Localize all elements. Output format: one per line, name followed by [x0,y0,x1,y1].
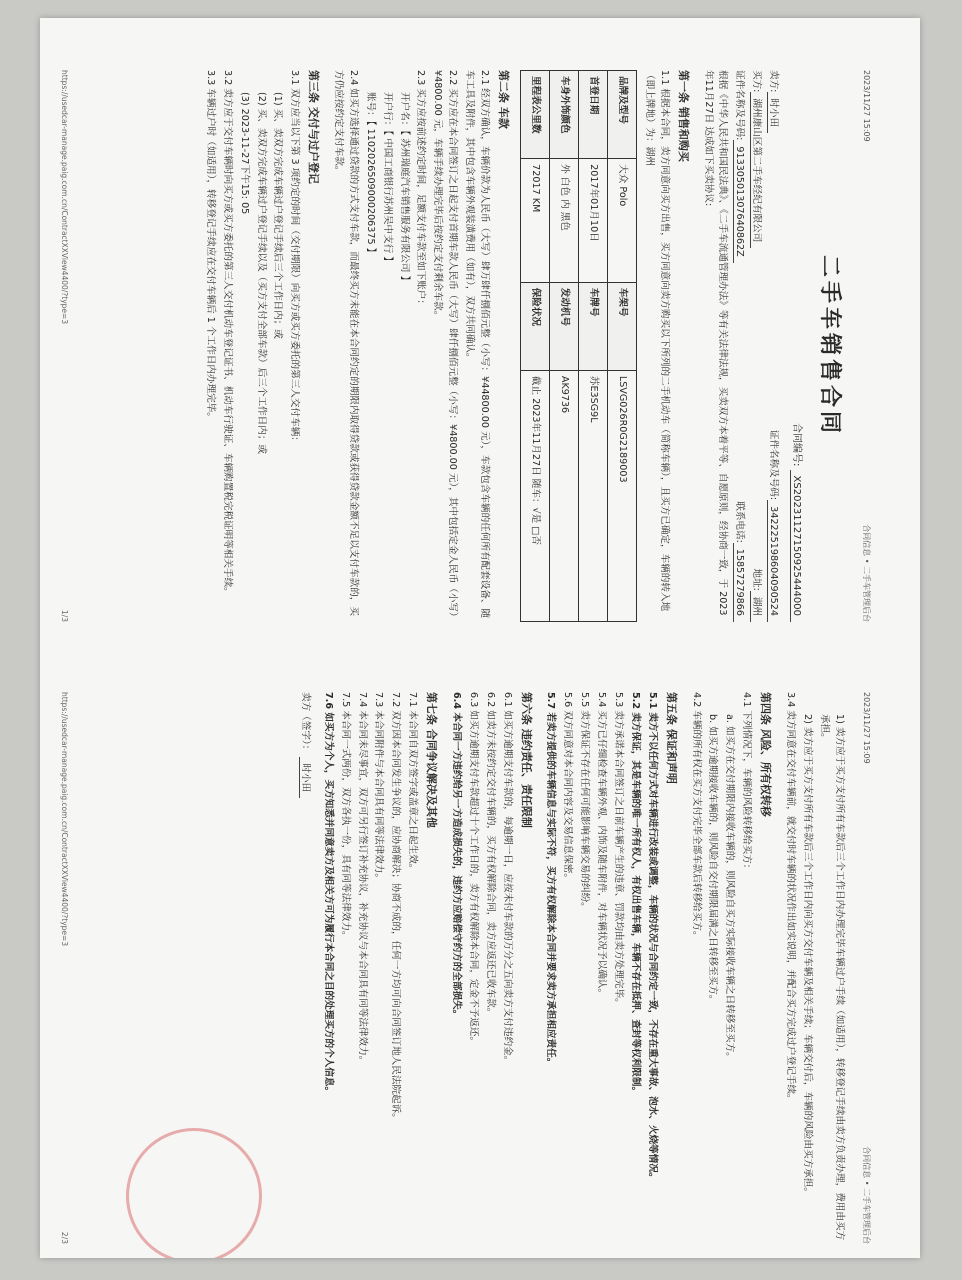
article-1-heading: 第一条 销售和购买 [676,70,690,162]
seller-id: 342225198604090524 [767,500,779,622]
contract-page-1 [42,36,902,656]
clause-4-2: 4.2 车辆的所有权在买方支付完毕全部车款后转移给买方。 [690,692,702,941]
buyer-row: 买方:湖州康山区第二手车经纪有限公司 地址:湖州 [748,70,763,622]
document-sheet [40,18,920,1258]
clause-7-1: 7.1 本合同自双方签字或盖章之日起生效。 [407,692,419,874]
article-3-heading: 第三条 交付与过户登记 [307,70,321,184]
vehicle-table-row [578,71,607,622]
clause-7-6: 7.6 如买方为个人，买方知悉并同意卖方及相关方可为履行本合同之目的处理买方的个人信息。 [322,692,334,1097]
vehicle-table-row [607,71,636,622]
vehicle-field-label: 车架号 [607,282,636,370]
clause-2-1: 2.1 经双方确认，车辆价款为人民币（大写）肆万肆仟捌佰元整（小写：¥44800.00 元），车款包含车辆的任何所有配套设备、随车工具及附件，其中包含车辆外观装潢费用（如有），双方共同确认。 [464,70,490,619]
page-number: 2/3 [59,1231,69,1244]
account-number: 账号：【 1102026509000206375 】 [364,92,376,258]
article-7-heading: 第七条 合同争议解决及其他 [425,692,439,828]
company-seal-stamp [126,1128,262,1258]
vehicle-table-row [520,71,549,622]
page-header [860,692,872,1244]
clause-2-4: 2.4 如买方选择通过贷款的方式支付车款，而最终买方未能在本合同约定的期限内取得贷款或获得贷款金额不足以支付车款的，买方仍应按约定支付车款。 [333,70,360,616]
page-url: https://usedcar-manage.paig.com.cn/ContractXXView4400/?type=3 [59,70,69,325]
page-header [860,70,872,622]
contract-number: 合同编号: XS20231127150925444000 [788,70,804,622]
vehicle-field-value: AK9736 [549,370,578,621]
article-6-heading: 第六条 违约责任、责任限制 [519,692,533,828]
clause-3-3: 3.3 车辆过户时（如适用），转移登记手续应在交付车辆后 1 个工作日内办理完毕。 [204,70,216,422]
article-2-heading: 第二条 车款 [496,70,510,129]
clause-6-1: 6.1 如买方逾期支付车款的，每逾期一日，应按未付车款的万分之五向卖方支付违约金。 [501,692,513,1066]
timestamp: 2023/11/27 15:09 [862,70,871,142]
clause-5-4: 5.4 买方已仔细检查车辆外观、内饰及随车附件，对车辆状况予以确认。 [596,692,608,999]
clause-3-2: 3.2 卖方应于交付车辆时向买方或买方委托的第三人交付机动车登记证书、机动车行驶证、车辆购置税完税证明等相关手续。 [221,70,233,597]
buyer-id: 91330501307640862Z [733,140,745,262]
platform-name: 合同信息 • 二手车管理后台 [862,524,871,622]
vehicle-field-value: 2017年01月10日 [578,159,607,283]
clause-5-3: 5.3 卖方承诺本合同签订之日前车辆产生的违章、罚款均由卖方处理完毕。 [612,692,624,1008]
seller-name: 时小田 [767,92,779,133]
contract-page-2 [42,658,902,1258]
vehicle-field-label: 保险状况 [520,282,549,370]
clause-3-3-item-2: 2) 卖方应于买方支付所有车款后三个工作日内向买方交付车辆及相关手续；车辆交付后，车辆的风险由买方承担。 [801,714,813,1197]
vehicle-info-table [520,70,637,622]
vehicle-field-label: 发动机号 [549,282,578,370]
account-bank: 开户行：【 中国工商银行苏州吴中支行 】 [381,92,393,266]
preamble: 根据《中华人民共和国民法典》、《二手车流通管理办法》等有关法律法规，买卖双方本着平等、自愿原则，经协商一致，于 2023年11月27日 达成如下买卖协议: [702,70,729,616]
vehicle-field-value: 外 白色 内 黑色 [549,159,578,283]
vehicle-field-value: 大众 Polo [607,159,636,283]
page-footer [58,70,70,622]
timestamp: 2023/11/27 15:09 [862,692,871,764]
clause-3-1: 3.1 双方应当以下第 3 项约定的时间（交付期限）向买方或买方委托的第三人交付车辆： [289,70,301,446]
vehicle-field-value: 72017 KM [520,159,549,283]
vehicle-table-row [549,71,578,622]
platform-name: 合同信息 • 二手车管理后台 [862,1146,871,1244]
clause-7-5: 7.5 本合同一式两份，双方各执一份，具有同等法律效力。 [339,692,351,941]
clause-7-2: 7.2 双方因本合同发生争议的，应协商解决；协商不成的，任何一方均可向合同签订地人民法院起诉。 [390,692,402,1123]
page-footer [58,692,70,1244]
vehicle-field-label: 首登日期 [578,71,607,159]
clause-3-1-1: (1) 买、卖双方完成车辆过户登记手续后三个工作日内；或 [272,92,284,339]
signature-line: 卖方（签字）： 时小田 [297,692,312,1244]
page-number: 1/3 [59,609,69,622]
clause-4-1-b: b. 如买方逾期接收车辆的，则风险自交付期限届满之日转移至买方。 [707,714,719,1005]
clause-7-4: 7.4 本合同未尽事宜，双方可另行签订补充协议，补充协议与本合同具有同等法律效力。 [356,692,368,1066]
vehicle-field-value: 苏E3SG9L [578,370,607,621]
clause-3-1-2: (2) 买、卖双方完成车辆过户登记手续以及（买方支付全部车款）后三个工作日内；或 [255,92,267,455]
clause-5-5: 5.5 卖方保证不存在任何可能影响车辆交易的纠纷。 [579,692,591,912]
vehicle-field-label: 品牌及型号 [607,71,636,159]
clause-3-1-3: (3) 2023-11-27下午15: 05 [238,92,250,215]
clause-2-3: 2.3 买方应按前述约定时间，足额支付车款至如下账户： [415,70,427,309]
seller-row: 卖方:时小田 证件名称及号码:342225198604090524 [765,70,780,622]
clause-3-4: 3.4 卖方同意在交付车辆前，就交付时车辆的状况作出如实说明，并配合买方完成过户登记手续。 [785,692,797,1104]
vehicle-field-label: 车牌号 [578,282,607,370]
clause-5-2: 5.2 卖方保证，其是车辆的唯一所有权人，有权出售车辆，车辆不存在抵押、查封等权利限制。 [629,692,641,1097]
vehicle-field-label: 车身外饰颜色 [549,71,578,159]
clause-6-4: 6.4 本合同一方违约给另一方造成损失的，违约方应赔偿守约方的全部损失。 [451,692,462,1020]
vehicle-field-value: LSVG026R0G2189003 [607,370,636,621]
clause-2-2: 2.2 买方应在本合同签订之日起支付首期车款人民币（大写）肆仟捌佰元整（小写：¥4800.00 元），其中包括定金人民币（小写）¥4800.00 元，车辆手续办理完毕后按约定支付剩余车款。 [432,70,459,622]
buyer-phone: 15857279866 [733,543,745,622]
clause-7-3: 7.3 本合同附件与本合同具有同等法律效力。 [373,692,385,883]
article-4-heading: 第四条 风险、所有权转移 [759,692,773,817]
page-url: https://usedcar-manage.paig.com.cn/ContractXXView4400/?type=3 [59,692,69,947]
clause-6-3: 6.3 如买方逾期支付车款超过十个工作日的，卖方有权解除本合同，定金不予返还。 [467,692,479,1047]
clause-1-1: 1.1 根据本合同，卖方同意向买方出售，买方同意向卖方购买以下所列的二手机动车（简称车辆），且买方已确定，车辆的转入地（即上牌地）为：湖州 [643,70,670,612]
article-5-heading: 第五条 保证和声明 [664,692,678,784]
clause-5-7: 5.7 若卖方提供的车辆信息与实际不符，买方有权解除本合同并要求卖方承担相应责任。 [545,692,557,1068]
clause-4-1: 4.1 下列情况下，车辆的风险转移给买方： [741,692,753,874]
account-name: 开户名：【 苏州瑞庭汽车销售服务有限公司 】 [398,92,410,286]
buyer-id-row: 证件名称及号码:91330501307640862Z 联系电话:15857279866 [731,70,746,622]
clause-5-6: 5.6 双方同意对本合同内容及交易信息保密。 [562,692,574,883]
signature-name: 时小田 [299,757,311,798]
clause-5-1: 5.1 卖方不以任何方式对车辆进行改装或调整，车辆的状况与合同约定一致，不存在重大事故、泡水、火烧等情况。 [646,692,658,1183]
clause-4-1-a: a. 如买方在交付期限内接收车辆的，则风险自买方实际接收车辆之日转移至买方。 [724,714,736,1062]
clause-6-2: 6.2 如卖方未按约定交付车辆的，买方有权解除合同，卖方应返还已收车款。 [484,692,496,1018]
buyer-name: 湖州康山区第二手车经纪有限公司 [750,92,762,248]
clause-3-3-item-1: 1) 卖方应于买方支付所有车款后三个工作日内办理完毕车辆过户手续（如适用），转移登记手续由卖方负责办理，费用由买方承担。 [818,714,845,1241]
buyer-address: 湖州 [750,591,762,622]
contract-title: 二手车销售合同 [816,254,842,437]
vehicle-field-label: 里程表公里数 [520,71,549,159]
vehicle-field-value: 截止 2023年11月27日 随车：√是 □否 [520,370,549,621]
